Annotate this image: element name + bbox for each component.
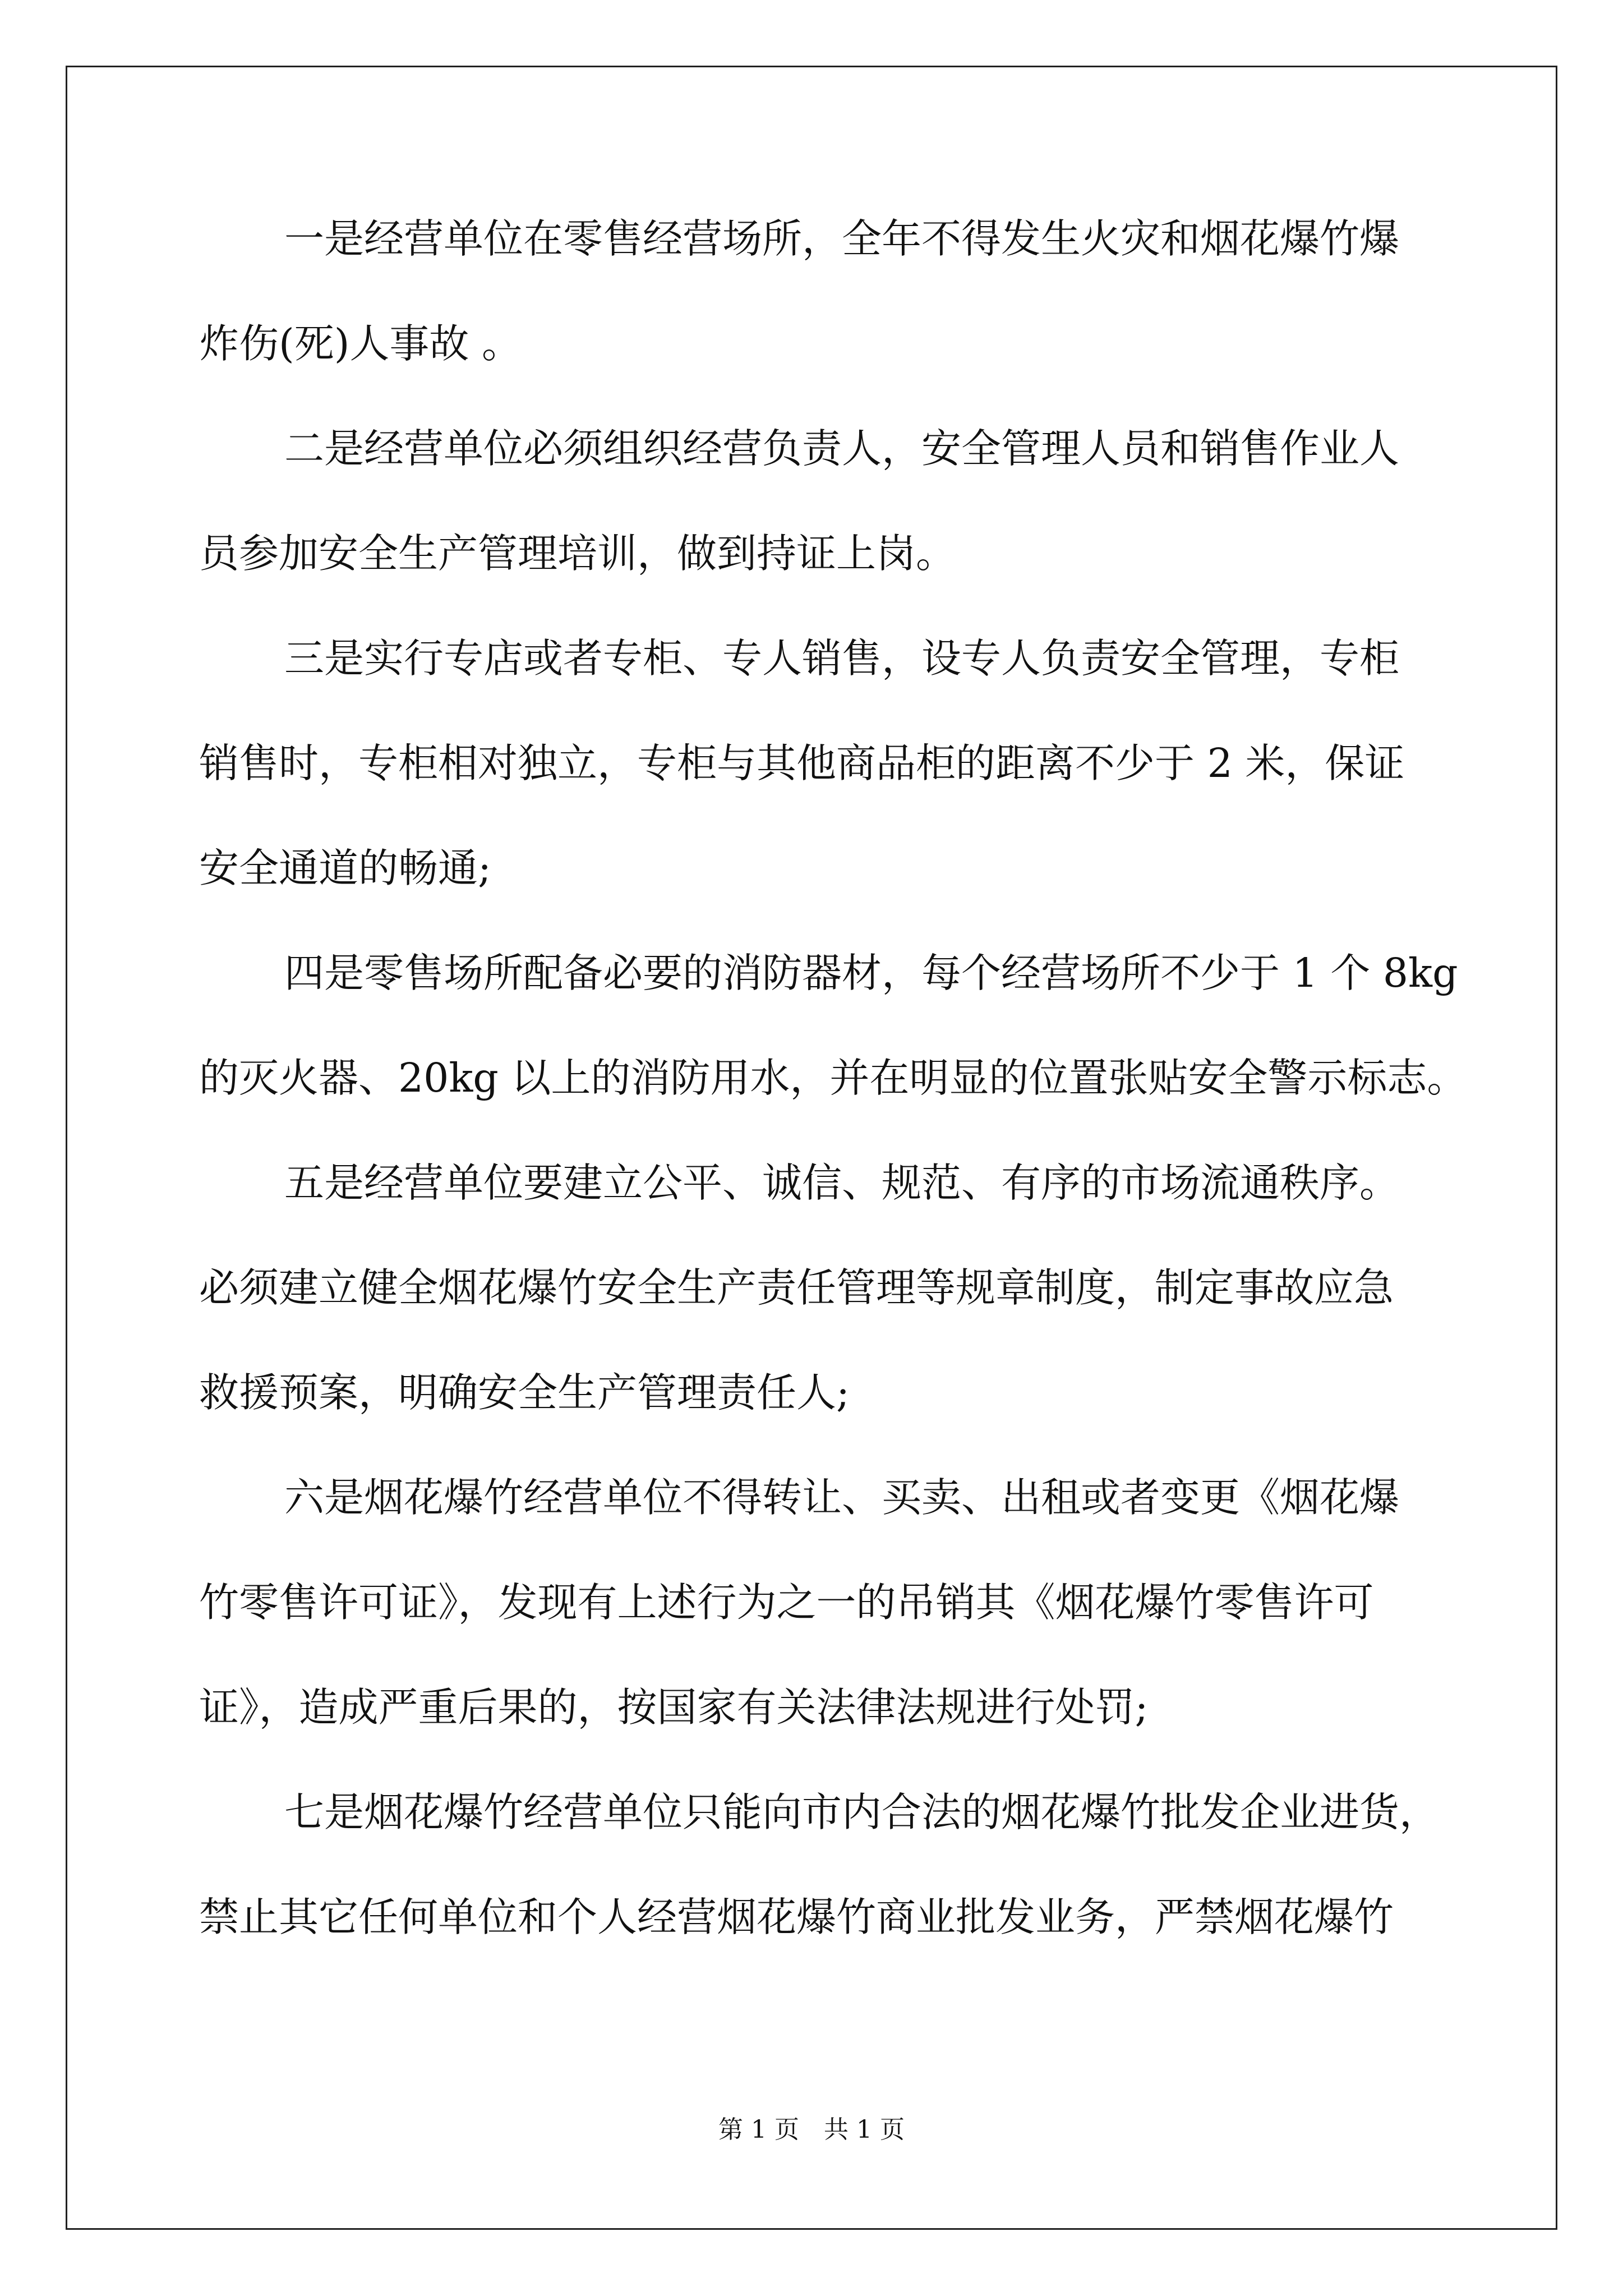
paragraph-6-line-2: 竹零售许可证》，发现有上述行为之一的吊销其《烟花爆竹零售许可 xyxy=(199,1579,1374,1626)
paragraph-3-line-3: 安全通道的畅通; xyxy=(199,845,491,891)
document-body xyxy=(199,215,1467,1940)
paragraph-7-line-2: 禁止其它任何单位和个人经营烟花爆竹商业批发业务，严禁烟花爆竹 xyxy=(199,1894,1394,1940)
paragraph-7-line-1: 七是烟花爆竹经营单位只能向市内合法的烟花爆竹批发企业进货， xyxy=(284,1789,1440,1835)
paragraph-2-line-1: 二是经营单位必须组织经营负责人，安全管理人员和销售作业人 xyxy=(284,425,1400,472)
paragraph-1-line-1: 一是经营单位在零售经营场所，全年不得发生火灾和烟花爆竹爆 xyxy=(284,215,1400,262)
paragraph-3-line-2: 销售时，专柜相对独立，专柜与其他商品柜的距离不少于 2 米，保证 xyxy=(199,740,1405,786)
paragraph-4-line-1: 四是零售场所配备必要的消防器材，每个经营场所不少于 1 个 8kg xyxy=(284,950,1458,996)
paragraph-5-line-2: 必须建立健全烟花爆竹安全生产责任管理等规章制度，制定事故应急 xyxy=(199,1264,1394,1311)
paragraph-2-line-2: 员参加安全生产管理培训，做到持证上岗。 xyxy=(199,530,956,577)
paragraph-4-line-2: 的灭火器、20kg 以上的消防用水，并在明显的位置张贴安全警示标志。 xyxy=(199,1055,1467,1101)
page-footer: 第 1 页 共 1 页 xyxy=(718,2115,905,2144)
paragraph-6-line-1: 六是烟花爆竹经营单位不得转让、买卖、出租或者变更《烟花爆 xyxy=(284,1474,1400,1521)
paragraph-6-line-3: 证》，造成严重后果的，按国家有关法律法规进行处罚; xyxy=(199,1684,1149,1731)
paragraph-3-line-1: 三是实行专店或者专柜、专人销售，设专人负责安全管理，专柜 xyxy=(284,635,1400,682)
paragraph-5-line-1: 五是经营单位要建立公平、诚信、规范、有序的市场流通秩序。 xyxy=(284,1159,1400,1206)
paragraph-1-line-2: 炸伤(死)人事故 。 xyxy=(199,320,522,367)
paragraph-5-line-3: 救援预案，明确安全生产管理责任人; xyxy=(199,1369,850,1416)
